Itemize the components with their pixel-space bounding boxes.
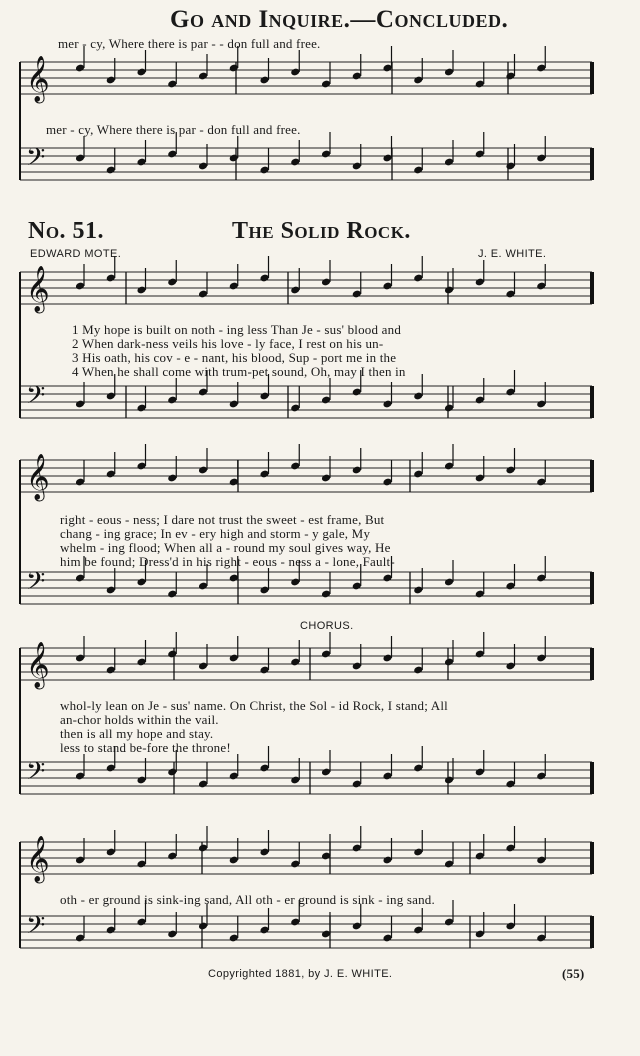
continued-song-title: Go and Inquire.—Concluded. — [170, 6, 509, 33]
hymn-number: No. 51. — [28, 218, 105, 244]
verse-line-4b: him be found; Dress'd in his right - eous - ness a - lone, Fault- — [60, 554, 395, 569]
treble-clef-icon: 𝄞 — [26, 642, 50, 688]
chorus-label: CHORUS. — [300, 620, 354, 632]
bass-clef-icon: 𝄢 — [26, 911, 46, 946]
treble-clef-icon: 𝄞 — [26, 56, 50, 102]
verse-line-2c: an-chor holds within the vail. — [60, 712, 219, 727]
page-number: (55) — [562, 966, 585, 981]
bass-clef-icon: 𝄢 — [26, 757, 46, 792]
verse-line-d: oth - er ground is sink-ing sand, All oth - er ground is sink - ing sand. — [60, 892, 435, 907]
mid-lyric-line: mer - cy, Where there is par - don full and free. — [46, 122, 301, 137]
treble-clef-icon: 𝄞 — [26, 266, 50, 312]
verse-line-2a: 2 When dark-ness veils his love - ly face, I rest on his un- — [72, 336, 384, 351]
hymn-title: The Solid Rock. — [232, 218, 411, 244]
verse-line-4c: less to stand be-fore the throne! — [60, 740, 231, 755]
verse-line-1b: right - eous - ness; I dare not trust the sweet - est frame, But — [60, 512, 385, 527]
verse-line-1a: 1 My hope is built on noth - ing less Than Je - sus' blood and — [72, 322, 402, 337]
hymn-author: EDWARD MOTE. — [30, 248, 122, 260]
treble-clef-icon: 𝄞 — [26, 836, 50, 882]
bass-clef-icon: 𝄢 — [26, 567, 46, 602]
verse-line-3b: whelm - ing flood; When all a - round my soul gives way, He — [60, 540, 391, 555]
verse-line-2b: chang - ing grace; In ev - ery high and storm - y gale, My — [60, 526, 371, 541]
verse-line-3c: then is all my hope and stay. — [60, 726, 214, 741]
verse-line-1c: whol-ly lean on Je - sus' name. On Christ, the Sol - id Rock, I stand; All — [60, 698, 448, 713]
bass-clef-icon: 𝄢 — [26, 381, 46, 416]
top-lyric-line: mer - cy, Where there is par - - don full and free. — [58, 36, 321, 51]
treble-clef-icon: 𝄞 — [26, 454, 50, 500]
bass-clef-icon: 𝄢 — [26, 143, 46, 178]
copyright-notice: Copyrighted 1881, by J. E. WHITE. — [208, 968, 393, 980]
hymn-composer: J. E. WHITE. — [478, 248, 547, 260]
verse-line-4a: 4 When he shall come with trum-pet sound, Oh, may I then in — [72, 364, 406, 379]
verse-line-3a: 3 His oath, his cov - e - nant, his blood, Sup - port me in the — [72, 350, 397, 365]
